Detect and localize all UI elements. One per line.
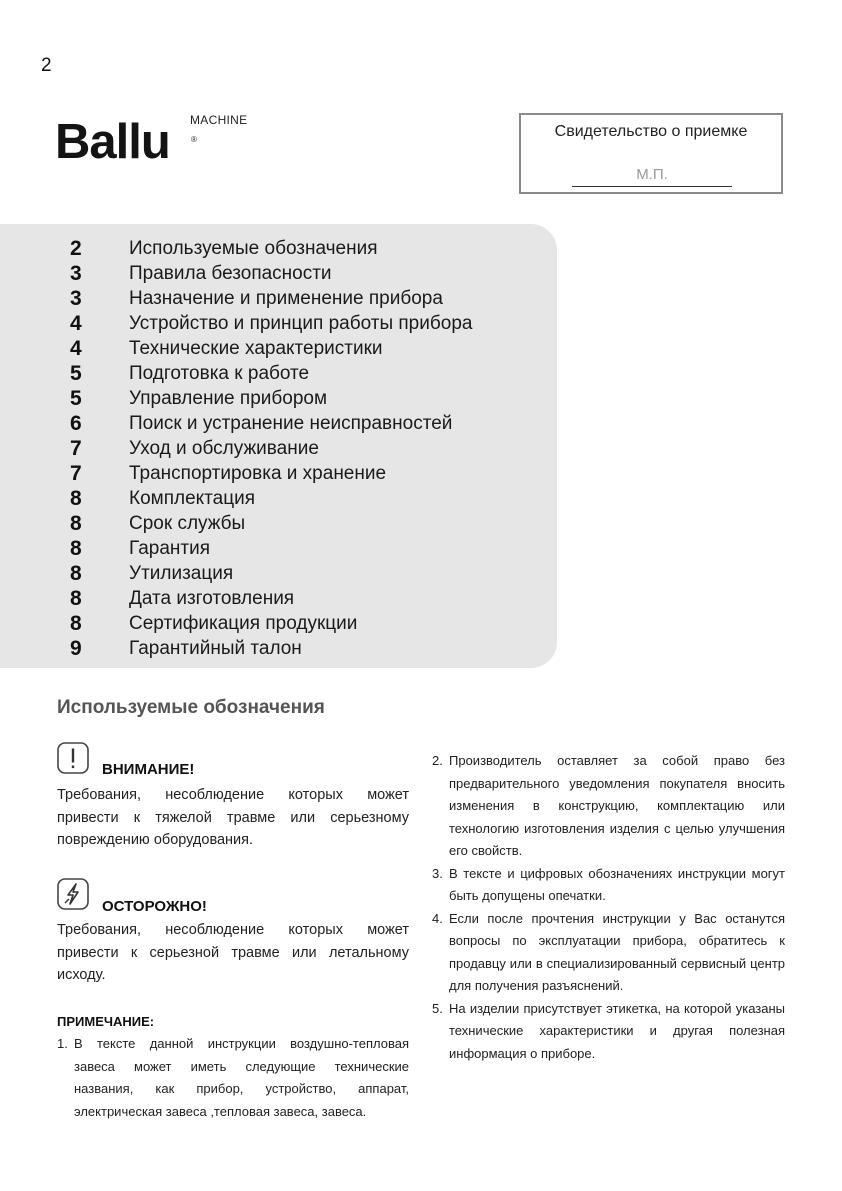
warning-label: ВНИМАНИЕ! (102, 761, 195, 778)
page-number: 2 (41, 55, 52, 76)
table-of-contents (0, 224, 557, 668)
toc-title: Подготовка к работе (129, 363, 310, 384)
toc-title: Гарантия (129, 538, 211, 559)
note-list-right (432, 750, 785, 1065)
list-item (432, 750, 785, 863)
item-number: 4. (432, 910, 443, 926)
brand-logo (55, 112, 248, 172)
toc-title: Дата изготовления (129, 588, 295, 609)
toc-title: Срок службы (129, 513, 246, 534)
toc-title: Устройство и принцип работы прибора (129, 313, 473, 334)
list-item (432, 998, 785, 1066)
toc-title: Назначение и применение прибора (129, 288, 443, 309)
toc-entry[interactable] (0, 561, 557, 586)
toc-page-number: 4 (70, 312, 82, 335)
toc-entry[interactable] (0, 636, 557, 661)
exclamation-icon (57, 742, 89, 774)
list-item (432, 908, 785, 998)
certificate-title: Свидетельство о приемке (554, 123, 748, 140)
toc-page-number: 8 (70, 512, 82, 535)
toc-title: Поиск и устранение неисправностей (129, 413, 453, 434)
toc-entry[interactable] (0, 236, 557, 261)
lightning-icon (57, 878, 89, 910)
toc-entry[interactable] (0, 611, 557, 636)
toc-page-number: 3 (70, 262, 82, 285)
toc-page-number: 8 (70, 587, 82, 610)
toc-page-number: 2 (70, 237, 82, 260)
toc-entry[interactable] (0, 511, 557, 536)
item-number: 3. (432, 865, 443, 881)
toc-entry[interactable] (0, 336, 557, 361)
logo-subtitle: MACHINE (190, 113, 248, 127)
warning-text: Требования, несоблюдение которых может привести к тяжелой травме или серьезному повреждению оборудования. (57, 787, 409, 848)
item-text: В тексте и цифровых обозначениях инструкции могут быть допущены опечатки. (449, 865, 785, 903)
toc-title: Комплектация (129, 488, 256, 509)
toc-title: Транспортировка и хранение (129, 463, 387, 484)
toc-title: Правила безопасности (129, 263, 332, 284)
toc-page-number: 8 (70, 537, 82, 560)
toc-page-number: 3 (70, 287, 82, 310)
toc-entry[interactable] (0, 436, 557, 461)
item-number: 5. (432, 1000, 443, 1016)
toc-page-number: 6 (70, 412, 82, 435)
toc-entry[interactable] (0, 286, 557, 311)
acceptance-certificate (519, 113, 783, 194)
item-number: 1. (57, 1036, 68, 1051)
toc-page-number: 8 (70, 612, 82, 635)
toc-page-number: 7 (70, 462, 82, 485)
section-heading: Используемые обозначения (57, 697, 325, 718)
toc-entry[interactable] (0, 361, 557, 386)
note-list-left (57, 1033, 409, 1123)
stamp-placeholder: М.П. (572, 164, 732, 187)
item-text: Если после прочтения инструкции у Вас останутся вопросы по эксплуатации прибора, обратитесь к продавцу или в специализированный сервисный центр для получения разъяснений. (449, 910, 785, 993)
toc-entry[interactable] (0, 486, 557, 511)
toc-title: Сертификация продукции (129, 613, 358, 634)
toc-title: Уход и обслуживание (129, 438, 319, 459)
toc-title: Используемые обозначения (129, 238, 378, 259)
logo-wordmark: Ballu (55, 115, 170, 169)
item-number: 2. (432, 753, 443, 768)
toc-title: Гарантийный талон (129, 638, 302, 659)
caution-text: Требования, несоблюдение которых может привести к серьезной травме или летальному исходу. (57, 922, 409, 983)
toc-entry[interactable] (0, 386, 557, 411)
caution-label: ОСТОРОЖНО! (102, 898, 207, 915)
toc-entry[interactable] (0, 586, 557, 611)
toc-page-number: 5 (70, 362, 82, 385)
toc-page-number: 8 (70, 562, 82, 585)
toc-title: Управление прибором (129, 388, 328, 409)
list-item (57, 1033, 409, 1123)
toc-page-number: 8 (70, 487, 82, 510)
toc-entry[interactable] (0, 536, 557, 561)
note-label: ПРИМЕЧАНИЕ: (57, 1014, 155, 1029)
registered-mark: ® (191, 135, 197, 144)
toc-page-number: 5 (70, 387, 82, 410)
toc-title: Технические характеристики (129, 338, 383, 359)
toc-entry[interactable] (0, 311, 557, 336)
item-text: На изделии присутствует этикетка, на которой указаны технические характеристики и другая полезная информация о приборе. (449, 1000, 785, 1061)
toc-page-number: 7 (70, 437, 82, 460)
toc-page-number: 9 (70, 637, 82, 660)
toc-page-number: 4 (70, 337, 82, 360)
toc-entry[interactable] (0, 411, 557, 436)
list-item (432, 863, 785, 908)
toc-title: Утилизация (129, 563, 234, 584)
item-text: В тексте данной инструкции воздушно-тепловая завеса может иметь следующие технические названия, как прибор, устройство, аппарат, электрическая завеса ,тепловая завеса, завеса. (74, 1036, 409, 1119)
item-text: Производитель оставляет за собой право без предварительного уведомления покупателя вносить изменения в конструкцию, комплектацию или технологию изготовления изделия с целью улучшения его свойств. (449, 753, 785, 858)
toc-entry[interactable] (0, 461, 557, 486)
toc-entry[interactable] (0, 261, 557, 286)
